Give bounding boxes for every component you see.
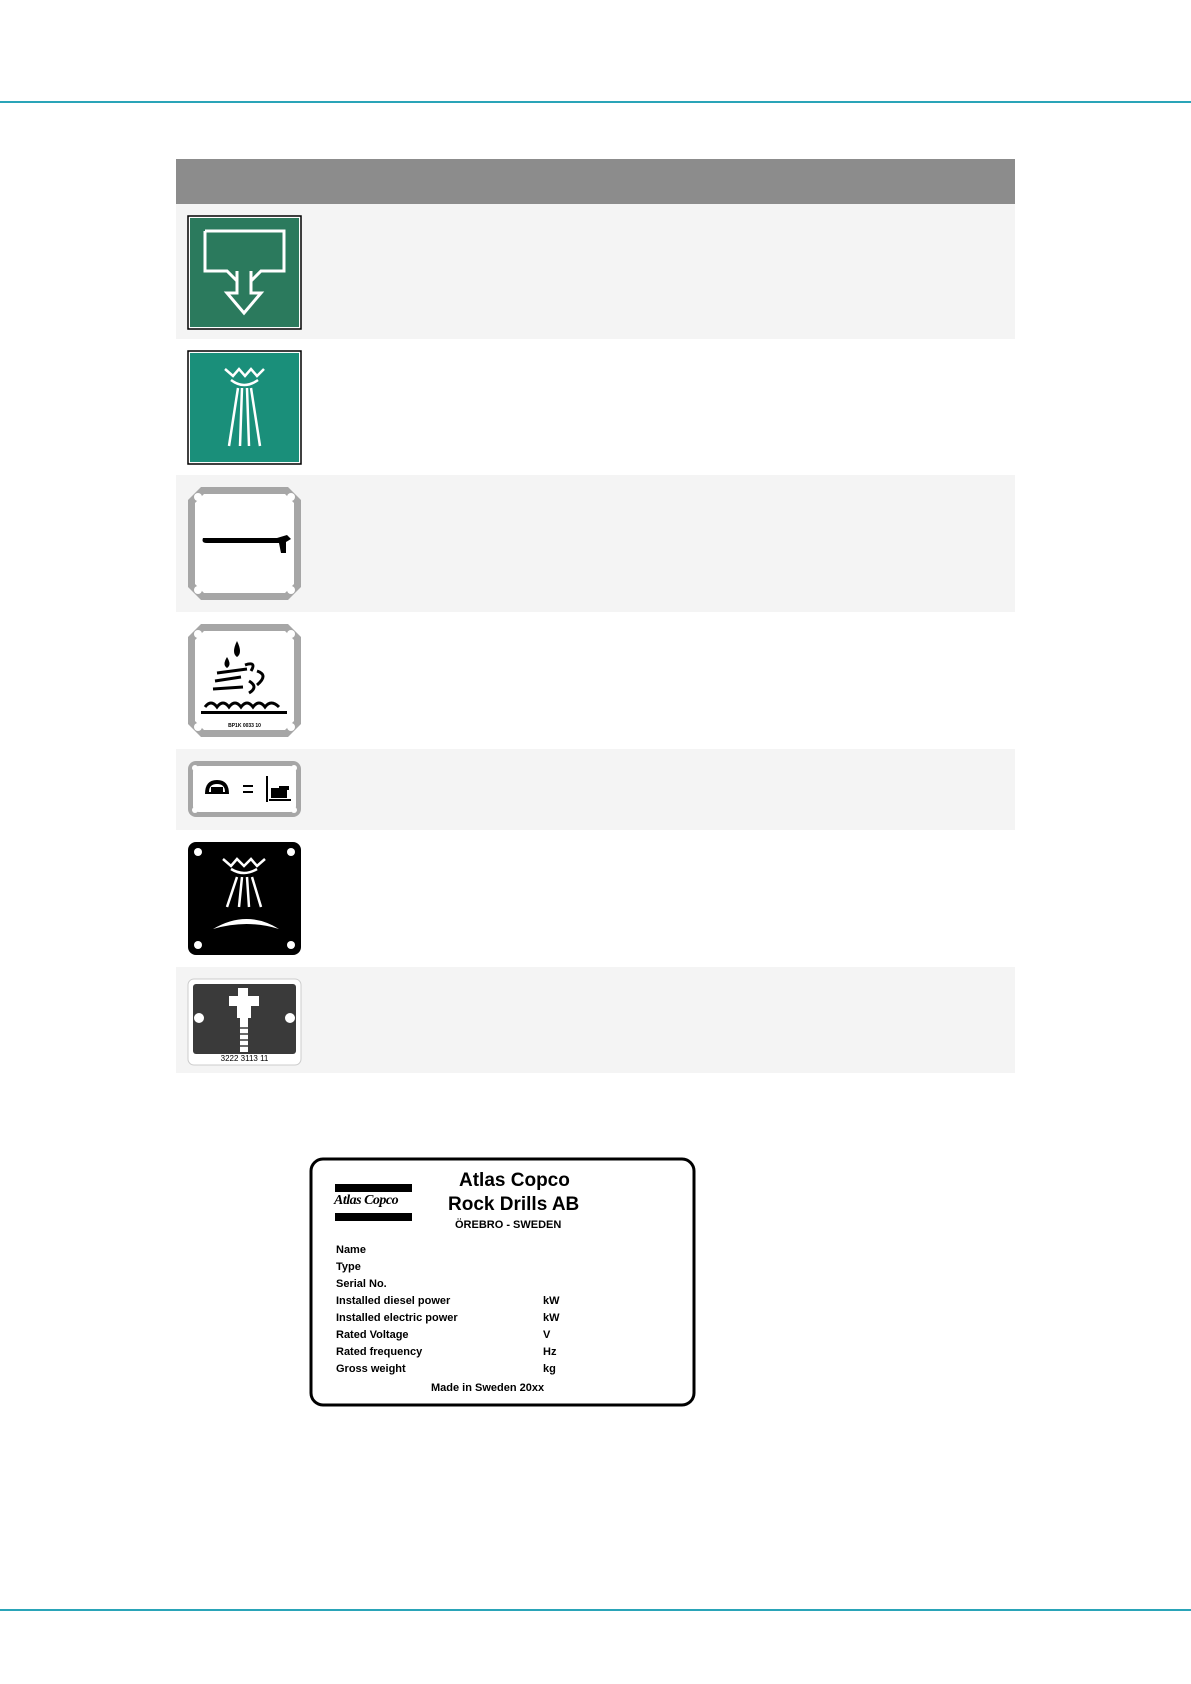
plate-field-unit: kW bbox=[543, 1295, 560, 1307]
atlas-copco-logo: Atlas Copco bbox=[334, 1193, 399, 1208]
table-row bbox=[176, 967, 1015, 1073]
company-location: ÖREBRO - SWEDEN bbox=[455, 1219, 562, 1231]
green-eye-shower-sign-icon bbox=[187, 350, 302, 465]
green-exit-arrow-sign-icon bbox=[187, 215, 302, 330]
company-name: Atlas Copco bbox=[459, 1170, 570, 1191]
table-row bbox=[176, 612, 1015, 749]
footer-rule bbox=[0, 1609, 1191, 1611]
company-division: Rock Drills AB bbox=[448, 1194, 580, 1215]
plate-field-label: Rated frequency bbox=[336, 1346, 423, 1358]
plate-field-unit: kg bbox=[543, 1363, 556, 1375]
plate-field-label: Gross weight bbox=[336, 1363, 406, 1375]
identification-plate bbox=[309, 1157, 696, 1407]
plate-field-label: Installed electric power bbox=[336, 1312, 458, 1324]
drilling-water-fume-decal-icon bbox=[187, 623, 302, 738]
plate-field-label: Type bbox=[336, 1261, 361, 1273]
plate-field-unit: V bbox=[543, 1329, 551, 1341]
plate-field-label: Installed diesel power bbox=[336, 1295, 451, 1307]
decal-code: 3222 3113 11 bbox=[220, 1054, 269, 1063]
plate-field-label: Rated Voltage bbox=[336, 1329, 409, 1341]
table-row bbox=[176, 204, 1015, 339]
table-row bbox=[176, 830, 1015, 967]
black-water-spray-decal-icon bbox=[187, 841, 302, 956]
table-header bbox=[176, 159, 1015, 204]
made-in-text: Made in Sweden 20xx bbox=[431, 1382, 545, 1394]
plate-field-unit: kW bbox=[543, 1312, 560, 1324]
drill-steel-decal-icon bbox=[187, 486, 302, 601]
decal-code: BP1K 0033 10 bbox=[228, 723, 261, 729]
rig-equals-feed-decal-icon bbox=[187, 760, 302, 818]
plate-field-label: Name bbox=[336, 1244, 366, 1256]
table-row bbox=[176, 749, 1015, 830]
table-row bbox=[176, 475, 1015, 612]
lifting-point-decal-icon bbox=[187, 978, 302, 1066]
symbol-table bbox=[176, 159, 1015, 1073]
plate-field-label: Serial No. bbox=[336, 1278, 387, 1290]
header-rule bbox=[0, 101, 1191, 103]
table-row bbox=[176, 339, 1015, 475]
plate-field-unit: Hz bbox=[543, 1346, 557, 1358]
